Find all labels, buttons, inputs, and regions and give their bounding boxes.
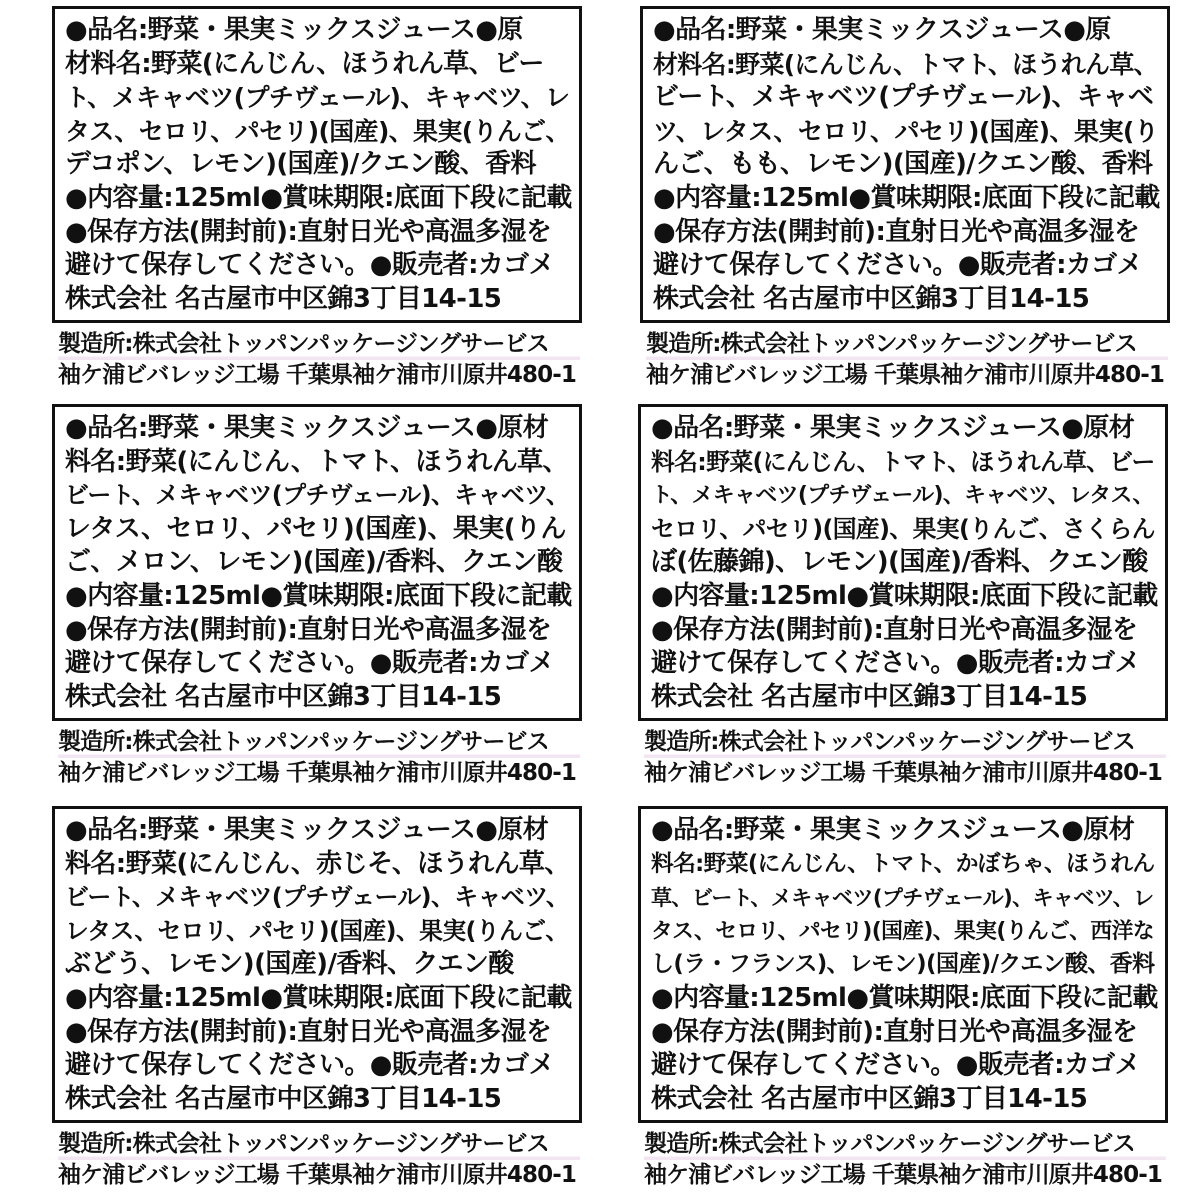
label-text-line: ●品名:野菜・果実ミックスジュース●原材 xyxy=(651,815,1135,845)
manufacturer-info xyxy=(638,1123,1168,1191)
label-panel xyxy=(638,404,1168,789)
manufacturer-line: 製造所:株式会社トッパンパッケージングサービス xyxy=(644,1129,1166,1160)
label-text-line: 料名:野菜(にんじん、赤じそ、ほうれん草、 xyxy=(65,848,570,879)
label-text-line: タス、セロリ、パセリ)(国産)、果実(りんご、西洋な xyxy=(651,918,1154,944)
manufacturer-info xyxy=(52,323,582,391)
label-text-line: 材料名:野菜(にんじん、ほうれん草、ビー xyxy=(65,48,544,79)
label-text-line: 株式会社 名古屋市中区錦3丁目14-15 xyxy=(65,283,502,314)
label-text-line: ビート、メキャベツ(プチヴェール)、キャベツ、 xyxy=(65,481,570,510)
label-text-line: 料名:野菜(にんじん、トマト、かぼちゃ、ほうれん xyxy=(651,850,1155,877)
ingredient-label-box xyxy=(640,6,1170,323)
label-text-line: 株式会社 名古屋市中区錦3丁目14-15 xyxy=(651,681,1088,712)
label-panel xyxy=(638,806,1168,1191)
manufacturer-line: 袖ケ浦ビバレッジ工場 千葉県袖ケ浦市川原井480-1 xyxy=(646,362,1164,389)
label-text-line: ●内容量:125ml●賞味期限:底面下段に記載 xyxy=(65,982,572,1013)
label-text-line: ●品名:野菜・果実ミックスジュース●原材 xyxy=(65,413,549,443)
manufacturer-line: 製造所:株式会社トッパンパッケージングサービス xyxy=(644,727,1166,758)
label-text-line: 株式会社 名古屋市中区錦3丁目14-15 xyxy=(65,1083,502,1114)
label-text-line: ●品名:野菜・果実ミックスジュース●原材 xyxy=(651,413,1135,443)
label-text-line: 株式会社 名古屋市中区錦3丁目14-15 xyxy=(651,1083,1088,1114)
label-text-line: 避けて保存してください。●販売者:カゴメ xyxy=(65,648,555,679)
label-text-line: 避けて保存してください。●販売者:カゴメ xyxy=(651,1050,1141,1081)
manufacturer-line: 袖ケ浦ビバレッジ工場 千葉県袖ケ浦市川原井480-1 xyxy=(58,1162,576,1189)
ingredient-label-box xyxy=(52,404,582,721)
label-text-line: んご、もも、レモン)(国産)/クエン酸、香料 xyxy=(653,149,1153,180)
label-text-line: 株式会社 名古屋市中区錦3丁目14-15 xyxy=(65,681,502,712)
label-text-line: 避けて保存してください。●販売者:カゴメ xyxy=(65,250,555,281)
manufacturer-line: 袖ケ浦ビバレッジ工場 千葉県袖ケ浦市川原井480-1 xyxy=(58,362,576,389)
manufacturer-info xyxy=(52,721,582,789)
manufacturer-info xyxy=(52,1123,582,1191)
label-text-line: ●内容量:125ml●賞味期限:底面下段に記載 xyxy=(651,982,1158,1013)
label-text-line: ●内容量:125ml●賞味期限:底面下段に記載 xyxy=(65,580,572,611)
label-text-line: ト、メキャベツ(プチヴェール)、キャベツ、レ xyxy=(65,83,570,113)
label-text-line: ●内容量:125ml●賞味期限:底面下段に記載 xyxy=(65,182,572,213)
label-text-line: 避けて保存してください。●販売者:カゴメ xyxy=(653,250,1143,281)
label-text-line: ●内容量:125ml●賞味期限:底面下段に記載 xyxy=(653,182,1160,213)
manufacturer-line: 袖ケ浦ビバレッジ工場 千葉県袖ケ浦市川原井480-1 xyxy=(644,1162,1162,1189)
label-text-line: ●品名:野菜・果実ミックスジュース●原 xyxy=(65,15,523,45)
label-text-line: ト、メキャベツ(プチヴェール)、キャベツ、レタス、 xyxy=(651,483,1154,509)
manufacturer-line: 袖ケ浦ビバレッジ工場 千葉県袖ケ浦市川原井480-1 xyxy=(58,760,576,787)
label-text-line: し(ラ・フランス)、レモン)(国産)/クエン酸、香料 xyxy=(651,951,1155,978)
manufacturer-line: 製造所:株式会社トッパンパッケージングサービス xyxy=(646,329,1168,360)
label-text-line: ビート、メキャベツ(プチヴェール)、キャベツ、 xyxy=(65,883,570,912)
manufacturer-line: 製造所:株式会社トッパンパッケージングサービス xyxy=(58,1129,580,1160)
label-panel xyxy=(52,6,582,391)
label-text-line: ●保存方法(開封前):直射日光や高温多湿を xyxy=(65,216,552,247)
label-text-line: ●品名:野菜・果実ミックスジュース●原 xyxy=(653,15,1111,45)
label-text-line: ご、メロン、レモン)(国産)/香料、クエン酸 xyxy=(65,547,563,578)
manufacturer-info xyxy=(638,721,1168,789)
label-text-line: ●品名:野菜・果実ミックスジュース●原材 xyxy=(65,815,549,845)
label-text-line: 料名:野菜(にんじん、トマト、ほうれん草、ビー xyxy=(651,447,1155,476)
label-text-line: ●保存方法(開封前):直射日光や高温多湿を xyxy=(653,216,1140,247)
label-text-line: ビート、メキャベツ(プチヴェール)、キャベ xyxy=(653,82,1154,113)
label-text-line: 草、ビート、メキャベツ(プチヴェール)、キャベツ、レ xyxy=(651,885,1154,911)
label-panel xyxy=(52,806,582,1191)
label-text-line: タス、セロリ、パセリ)(国産)、果実(りんご、 xyxy=(65,116,570,146)
label-text-line: 株式会社 名古屋市中区錦3丁目14-15 xyxy=(653,283,1090,314)
label-text-line: ●保存方法(開封前):直射日光や高温多湿を xyxy=(65,1016,552,1047)
ingredient-label-box xyxy=(52,6,582,323)
label-text-line: デコポン、レモン)(国産)/クエン酸、香料 xyxy=(65,149,536,180)
manufacturer-line: 製造所:株式会社トッパンパッケージングサービス xyxy=(58,329,580,360)
label-text-line: セロリ、パセリ)(国産)、果実(りんご、さくらん xyxy=(651,514,1155,543)
label-text-line: レタス、セロリ、パセリ)(国産)、果実(りん xyxy=(65,513,566,544)
manufacturer-line: 製造所:株式会社トッパンパッケージングサービス xyxy=(58,727,580,758)
label-text-line: ぼ(佐藤錦)、レモン)(国産)/香料、クエン酸 xyxy=(651,547,1148,578)
ingredient-label-box xyxy=(638,404,1168,721)
label-panel xyxy=(640,6,1170,391)
label-text-line: 避けて保存してください。●販売者:カゴメ xyxy=(651,648,1141,679)
manufacturer-info xyxy=(640,323,1170,391)
label-text-line: 避けて保存してください。●販売者:カゴメ xyxy=(65,1050,555,1081)
label-text-line: ●保存方法(開封前):直射日光や高温多湿を xyxy=(651,1016,1138,1047)
label-text-line: 材料名:野菜(にんじん、トマト、ほうれん草、 xyxy=(653,49,1158,79)
ingredient-label-box xyxy=(52,806,582,1123)
label-text-line: ぶどう、レモン)(国産)/香料、クエン酸 xyxy=(65,949,514,980)
manufacturer-line: 袖ケ浦ビバレッジ工場 千葉県袖ケ浦市川原井480-1 xyxy=(644,760,1162,787)
label-text-line: レタス、セロリ、パセリ)(国産)、果実(りんご、 xyxy=(65,916,569,945)
ingredient-label-box xyxy=(638,806,1168,1123)
label-text-line: ●内容量:125ml●賞味期限:底面下段に記載 xyxy=(651,580,1158,611)
label-panel xyxy=(52,404,582,789)
label-text-line: ツ、レタス、セロリ、パセリ)(国産)、果実(り xyxy=(653,116,1159,146)
label-text-line: ●保存方法(開封前):直射日光や高温多湿を xyxy=(651,614,1138,645)
label-text-line: ●保存方法(開封前):直射日光や高温多湿を xyxy=(65,614,552,645)
label-text-line: 料名:野菜(にんじん、トマト、ほうれん草、 xyxy=(65,446,568,477)
